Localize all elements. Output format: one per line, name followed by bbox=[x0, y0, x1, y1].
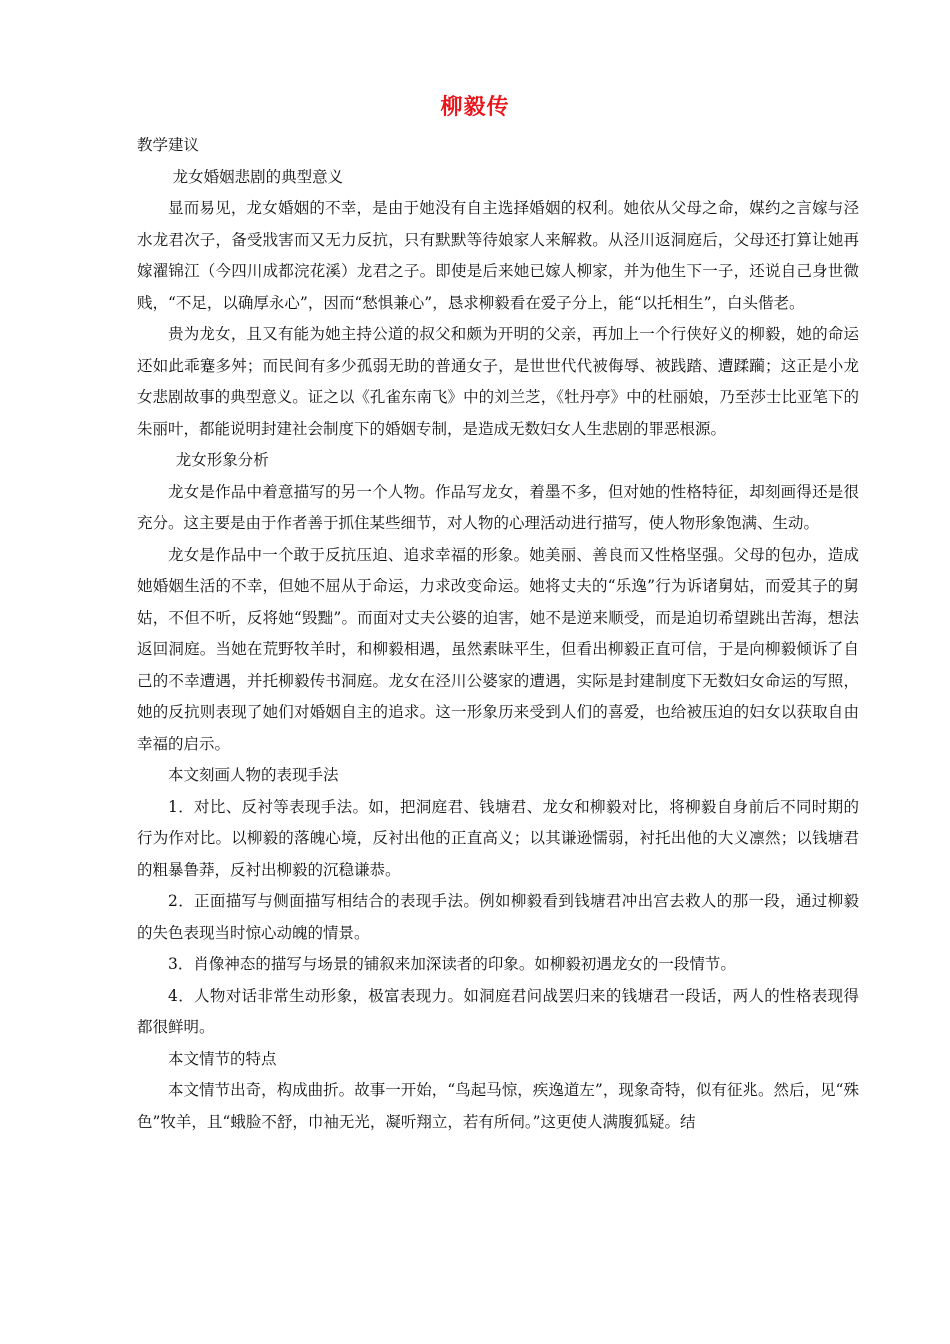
body-paragraph: 3．肖像神态的描写与场景的铺叙来加深读者的印象。如柳毅初遇龙女的一段情节。 bbox=[168, 955, 736, 973]
section-heading: 龙女形象分析 bbox=[175, 451, 269, 469]
document-title: 柳毅传 bbox=[440, 95, 510, 120]
body-paragraph: 本文情节出奇，构成曲折。故事一开始，“鸟起马惊，疾逸道左”，现象奇特，似有征兆。然后，见“殊色”牧羊，且“蛾脸不舒，巾袖无光，凝听翔立，若有所伺。”这更使人满腹狐疑。结 bbox=[137, 1081, 859, 1131]
body-paragraph: 贵为龙女，且又有能为她主持公道的叔父和颇为开明的父亲，再加上一个行侠好义的柳毅，她的命运还如此乖蹇多舛；而民间有多少孤弱无助的普通女子，是世世代代被侮辱、被践踏、遭蹂躏；这正是小龙女悲剧故事的典型意义。证之以《孔雀东南飞》中的刘兰芝，《牡丹亭》中的杜丽娘，乃至莎士比亚笔下的朱丽叶，都能说明封建社会制度下的婚姻专制，是造成无数妇女人生悲剧的罪恶根源。 bbox=[137, 325, 859, 438]
body-paragraph: 4．人物对话非常生动形象，极富表现力。如洞庭君问战罢归来的钱塘君一段话，两人的性格表现得都很鲜明。 bbox=[137, 986, 859, 1036]
body-paragraph: 显而易见，龙女婚姻的不幸，是由于她没有自主选择婚姻的权利。她依从父母之命，媒约之言嫁与泾水龙君次子，备受戕害而又无力反抗，只有默默等待娘家人来解救。从泾川返洞庭后，父母还打算让她再嫁濯锦江（今四川成都浣花溪）龙君之子。即使是后来她已嫁人柳家，并为他生下一子，还说自己身世微贱，“不足，以确厚永心”，因而“愁惧兼心”，恳求柳毅看在爱子分上，能“以托相生”，白头偕老。 bbox=[137, 199, 859, 312]
body-paragraph: 龙女是作品中一个敢于反抗压迫、追求幸福的形象。她美丽、善良而又性格坚强。父母的包办，造成她婚姻生活的不幸，但她不屈从于命运，力求改变命运。她将丈夫的“乐逸”行为诉诸舅姑，而爱其子的舅姑，不但不听，反将她“毁黜”。而面对丈夫公婆的迫害，她不是逆来顺受，而是迫切希望跳出苦海，想法返回洞庭。当她在荒野牧羊时，和柳毅相遇，虽然素昧平生，但看出柳毅正直可信，于是向柳毅倾诉了自己的不幸遭遇，并托柳毅传书洞庭。龙女在泾川公婆家的遭遇，实际是封建制度下无数妇女命运的写照，她的反抗则表现了她们对婚姻自主的追求。这一形象历来受到人们的喜爱，也给被压迫的妇女以获取自由幸福的启示。 bbox=[137, 545, 859, 753]
document-body bbox=[137, 130, 859, 1138]
body-paragraph: 1．对比、反衬等表现手法。如，把洞庭君、钱塘君、龙女和柳毅对比，将柳毅自身前后不同时期的行为作对比。以柳毅的落魄心境，反衬出他的正直高义；以其谦逊懦弱，衬托出他的大义凛然；以钱塘君的粗暴鲁莽，反衬出柳毅的沉稳谦恭。 bbox=[137, 797, 859, 879]
section-heading: 龙女婚姻悲剧的典型意义 bbox=[172, 167, 344, 186]
body-paragraph: 本文情节的特点 bbox=[168, 1049, 277, 1068]
body-paragraph: 龙女是作品中着意描写的另一个人物。作品写龙女，着墨不多，但对她的性格特征，却刻画得还是很充分。这主要是由于作者善于抓住某些细节，对人物的心理活动进行描写，使人物形象饱满、生动。 bbox=[137, 482, 859, 532]
body-paragraph: 2．正面描写与侧面描写相结合的表现手法。例如柳毅看到钱塘君冲出宫去救人的那一段，通过柳毅的失色表现当时惊心动魄的情景。 bbox=[137, 892, 859, 942]
body-paragraph: 本文刻画人物的表现手法 bbox=[168, 766, 339, 784]
section-heading: 教学建议 bbox=[137, 136, 200, 154]
